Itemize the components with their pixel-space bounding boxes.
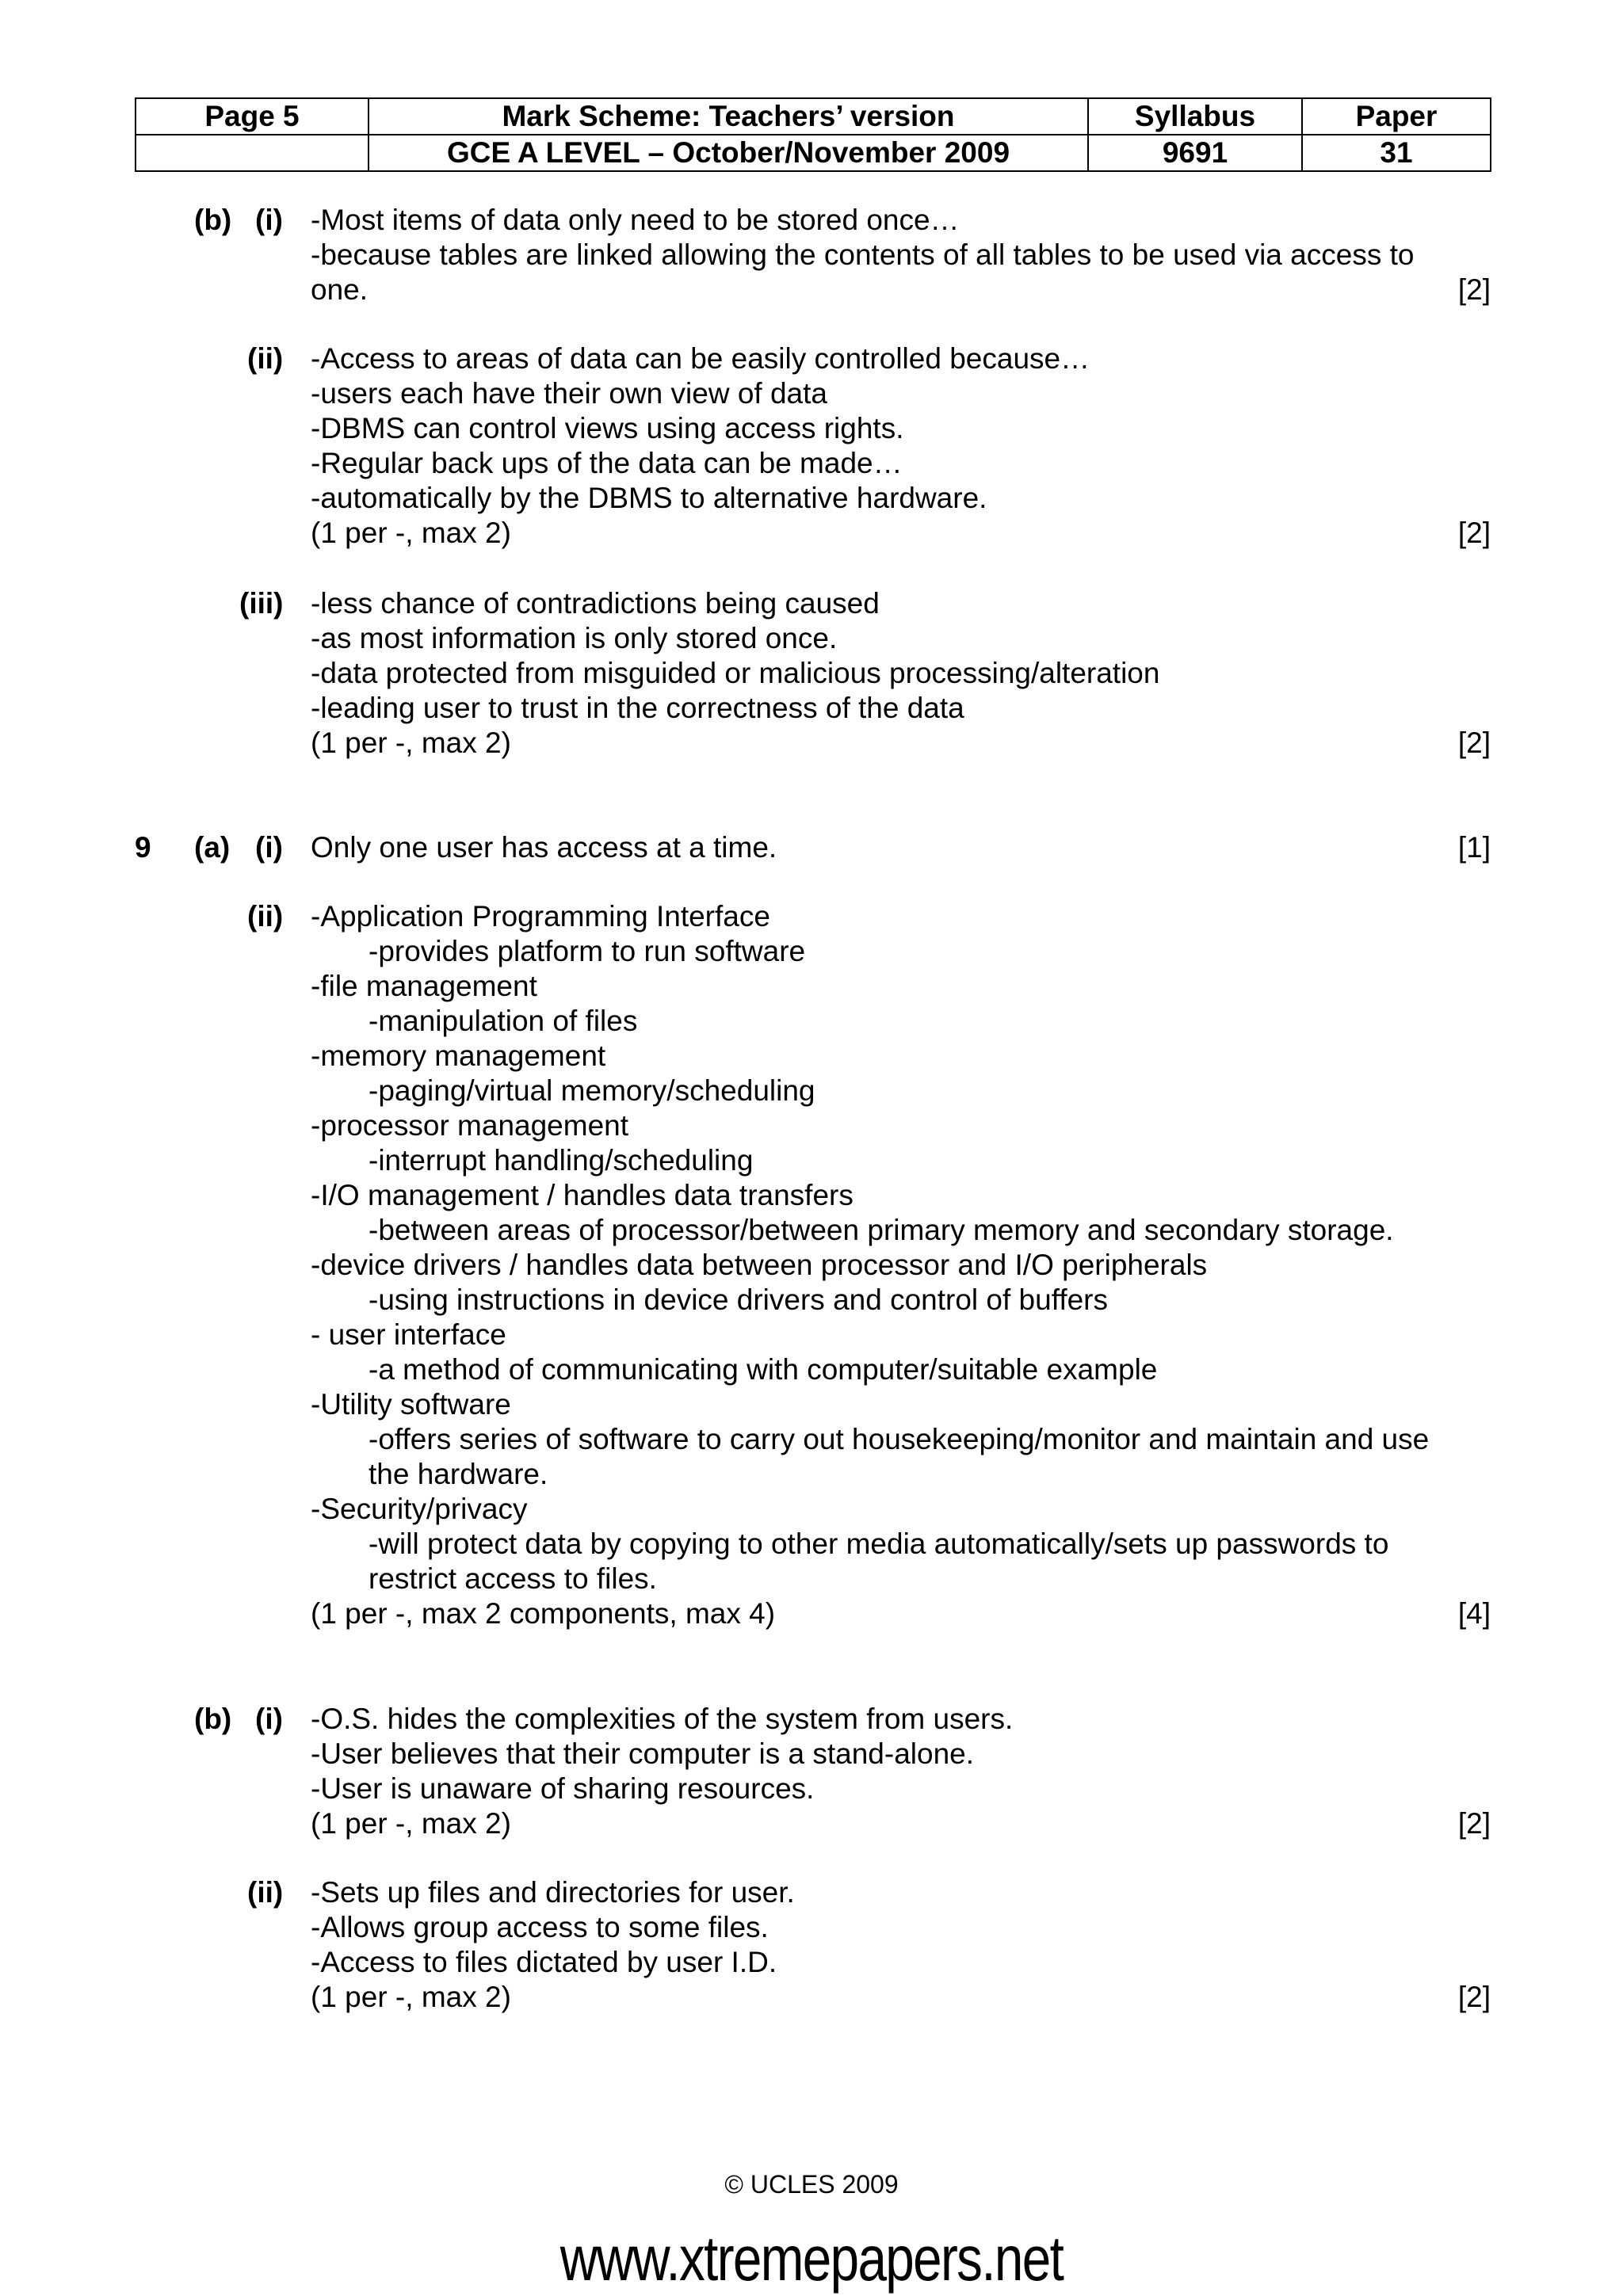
answer-subline: -provides platform to run software <box>369 935 806 967</box>
answer-line: -data protected from misguided or malicious processing/alteration <box>311 657 1160 689</box>
answer-line: -device drivers / handles data between processor and I/O peripherals <box>311 1249 1208 1281</box>
watermark-url: www.xtremepapers.net <box>559 2223 1064 2294</box>
mark-guidance: (1 per -, max 2) <box>311 1807 511 1840</box>
mark-allocation: [2] <box>1457 1981 1491 2013</box>
subpart-label-ii: (ii) <box>247 900 284 933</box>
answer-line: -Sets up files and directories for user. <box>311 1876 795 1909</box>
subpart-label-ii: (ii) <box>247 342 284 375</box>
mark-allocation: [4] <box>1457 1597 1491 1630</box>
mark-guidance: (1 per -, max 2) <box>311 517 511 549</box>
answer-subline: -offers series of software to carry out housekeeping/monitor and maintain and use <box>369 1423 1430 1455</box>
mark-allocation: [2] <box>1457 1807 1491 1840</box>
answer-subline: -between areas of processor/between primary memory and secondary storage. <box>369 1214 1394 1246</box>
answer-line: -automatically by the DBMS to alternative hardware. <box>311 482 987 514</box>
answer-line: -Access to areas of data can be easily controlled because… <box>311 342 1090 375</box>
header-table <box>135 97 1491 172</box>
answer-line: -Most items of data only need to be stored once… <box>311 204 960 236</box>
answer-line: -Security/privacy <box>311 1493 528 1525</box>
answer-line: one. <box>311 273 369 306</box>
answer-line: -Application Programming Interface <box>311 900 770 933</box>
answer-line: -because tables are linked allowing the contents of all tables to be used via access to <box>311 238 1415 271</box>
answer-line: -processor management <box>311 1109 629 1142</box>
answer-line: -as most information is only stored once. <box>311 622 838 654</box>
answer-line: -Regular back ups of the data can be made… <box>311 447 903 479</box>
answer-subline: -paging/virtual memory/scheduling <box>369 1074 815 1107</box>
mark-guidance: (1 per -, max 2) <box>311 1981 511 2013</box>
part-label-b: (b) <box>194 204 232 236</box>
question-number: 9 <box>135 831 151 864</box>
answer-line: -leading user to trust in the correctness of the data <box>311 692 964 724</box>
subpart-label-i: (i) <box>255 831 283 864</box>
answer-subline: restrict access to files. <box>369 1562 657 1595</box>
header-page: Page 5 <box>136 98 369 135</box>
mark-guidance: (1 per -, max 2) <box>311 727 511 759</box>
answer-subline: -interrupt handling/scheduling <box>369 1144 754 1177</box>
header-row-1 <box>136 98 1491 135</box>
answer-line: -User is unaware of sharing resources. <box>311 1772 815 1805</box>
answer-line: -Allows group access to some files. <box>311 1911 769 1943</box>
header-title: Mark Scheme: Teachers’ version <box>369 98 1088 135</box>
answer-line: Only one user has access at a time. <box>311 831 777 864</box>
answer-line: -Utility software <box>311 1388 511 1421</box>
header-paper-label: Paper <box>1302 98 1491 135</box>
part-label-a: (a) <box>194 831 231 864</box>
subpart-label-ii: (ii) <box>247 1876 284 1909</box>
header-row-2 <box>136 135 1491 171</box>
subpart-label-i: (i) <box>255 204 283 236</box>
mark-allocation: [2] <box>1457 727 1491 759</box>
answer-line: -Access to files dictated by user I.D. <box>311 1946 777 1978</box>
header-empty <box>136 135 369 171</box>
mark-allocation: [2] <box>1457 517 1491 549</box>
answer-subline: -using instructions in device drivers and control of buffers <box>369 1283 1109 1316</box>
answer-line: -memory management <box>311 1039 606 1072</box>
answer-line: -DBMS can control views using access rights. <box>311 412 904 444</box>
answer-subline: -will protect data by copying to other media automatically/sets up passwords to <box>369 1527 1389 1560</box>
answer-line: - user interface <box>311 1318 506 1351</box>
answer-subline: -a method of communicating with computer/suitable example <box>369 1353 1158 1386</box>
answer-subline: the hardware. <box>369 1458 548 1490</box>
answer-subline: -manipulation of files <box>369 1005 638 1037</box>
answer-line: -users each have their own view of data <box>311 377 827 410</box>
answer-line: -less chance of contradictions being caused <box>311 587 880 620</box>
header-exam: GCE A LEVEL – October/November 2009 <box>369 135 1088 171</box>
subpart-label-iii: (iii) <box>239 587 284 620</box>
copyright-footer: © UCLES 2009 <box>724 2170 899 2199</box>
answer-line: -User believes that their computer is a stand-alone. <box>311 1737 975 1770</box>
header-syllabus-label: Syllabus <box>1088 98 1302 135</box>
mark-allocation: [2] <box>1457 273 1491 306</box>
part-label-b: (b) <box>194 1703 232 1735</box>
answer-line: -O.S. hides the complexities of the system from users. <box>311 1703 1014 1735</box>
header-paper-number: 31 <box>1302 135 1491 171</box>
answer-line: -file management <box>311 970 537 1002</box>
mark-allocation: [1] <box>1457 831 1491 864</box>
answer-line: -I/O management / handles data transfers <box>311 1179 854 1211</box>
header-syllabus-code: 9691 <box>1088 135 1302 171</box>
mark-guidance: (1 per -, max 2 components, max 4) <box>311 1597 776 1630</box>
subpart-label-i: (i) <box>255 1703 283 1735</box>
